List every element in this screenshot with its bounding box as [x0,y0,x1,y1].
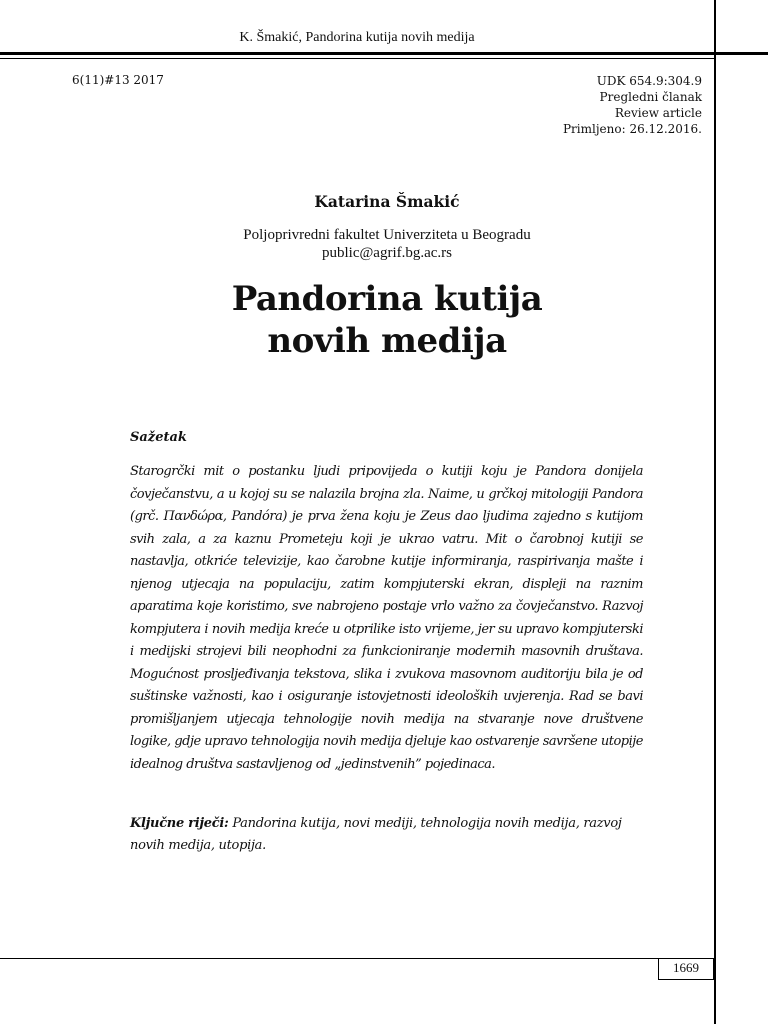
abstract-body: Starogrčki mit o postanku ljudi pripovijeda o kutiji koju je Pandora donijela čovječanstvu, a u kojoj su se nalazila brojna zla. Naime, u grčkoj mitologiji Pandora (grč. Πανδώρα, Pandóra) je prva žena koju je Zeus dao ljudima zajedno s kutijom svih zala, a za kaznu Prometeju koji je ukrao vatru. Mit o čarobnoj kutiji se nastavlja, otkriće televizije, kao čarobne kutije informiranja, raspirivanja mašte i njenog utjecaja na populaciju, zatim kompjuterski ekran, displeji na raznim aparatima koje koristimo, sve nabrojeno postaje vrlo važno za čovječanstvo. Razvoj kompjutera i novih medija kreće u otprilike isto vrijeme, jer su upravo kompjuterski i medijski strojevi bili neophodni za funkcioniranje modernih masovnih društava. Mogućnost prosljeđivanja tekstova, slika i zvukova masovnom auditoriju bila je od suštinske važnosti, kao i osiguranje istovjetnosti ideoloških uvjerenja. Rad se bavi promišljanjem utjecaja tehnologije novih medija na stvaranje nove društvene logike, gdje upravo tehnologija novih medija djeluje kao ostvarenje savršene utopije idealnog društva sastavljenog od „jedinstvenih” pojedinaca. [130,464,643,772]
page-number: 1669 [658,958,714,980]
paper-title [0,278,768,362]
title-line-1: Pandorina kutija [231,279,543,319]
udk-code: UDK 654.9:304.9 [596,74,702,88]
affiliation [0,226,768,262]
institution: Poljoprivredni fakultet Univerziteta u Beogradu [243,227,531,243]
article-type-en: Review article [614,106,702,120]
author-email: public@agrif.bg.ac.rs [321,245,453,261]
received-date: Primljeno: 26.12.2016. [562,122,702,136]
header-rule-thick [0,52,768,55]
title-line-2: novih medija [267,321,507,361]
keywords-text: Pandorina kutija, novi mediji, tehnologija novih medija, razvoj novih medija, utopija. [130,816,622,853]
issue-number: 6(11)#13 2017 [72,73,164,87]
keywords-label: Ključne riječi: [130,816,229,831]
abstract-heading: Sažetak [130,430,187,445]
right-margin-rule [714,0,716,1024]
header-rule-thin [0,58,714,59]
keywords [130,813,643,857]
running-header: K. Šmakić, Pandorina kutija novih medija [239,30,475,45]
footer-rule [0,958,716,959]
article-type-local: Pregledni članak [599,90,702,104]
article-metadata [563,73,702,137]
author-name: Katarina Šmakić [314,192,460,211]
